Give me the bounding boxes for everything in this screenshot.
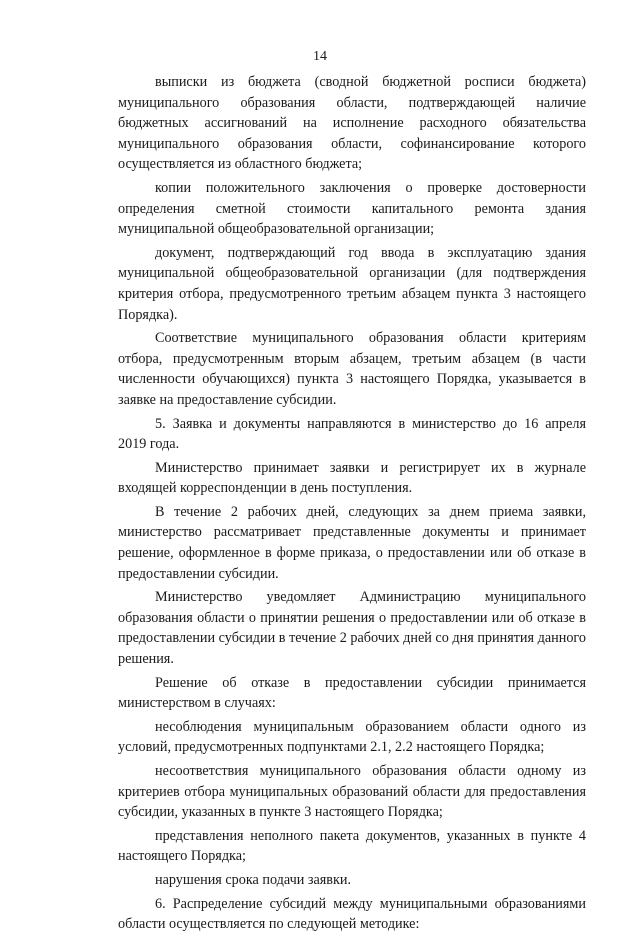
paragraph-distribution-method: 6. Распределение субсидий между муниципальными образованиями области осуществляется по следующей методике: [118, 895, 586, 933]
paragraph-commissioning-document: документ, подтверждающий год ввода в эксплуатацию здания муниципальной общеобразовательной организации (для подтверждения критерия отбора, предусмотренного третьим абзацем пункта 3 настоящего Порядка). [118, 244, 586, 323]
paragraph-refusal-intro: Решение об отказе в предоставлении субсидии принимается министерством в случаях: [118, 674, 586, 712]
paragraph-refusal-case-criteria: несоответствия муниципального образования области одному из критериев отбора муниципальных образований области для предоставления субсидии, указанных в пункте 3 настоящего Порядка; [118, 763, 586, 821]
paragraph-review-period: В течение 2 рабочих дней, следующих за днем приема заявки, министерство рассматривает представленные документы и принимает решение, оформленное в форме приказа, о предоставлении или об отказе в предоставлении субсидии. [118, 503, 586, 582]
paragraph-notification: Министерство уведомляет Администрацию муниципального образования области о принятии решения о предоставлении или об отказе в предоставлении субсидии в течение 2 рабочих дней со дня принятия данного решения. [118, 589, 586, 668]
paragraph-criteria-compliance: Соответствие муниципального образования области критериям отбора, предусмотренным вторым абзацем, третьим абзацем (в части численности обучающихся) пункта 3 настоящего Порядка, указывается в заявке на предоставление субсидии. [118, 330, 586, 408]
paragraph-application-deadline: 5. Заявка и документы направляются в министерство до 16 апреля 2019 года. [118, 415, 586, 453]
paragraph-refusal-case-conditions: несоблюдения муниципальным образованием области одного из условий, предусмотренных подпунктами 2.1, 2.2 настоящего Порядка; [118, 718, 586, 756]
paragraph-registration: Министерство принимает заявки и регистрирует их в журнале входящей корреспонденции в день поступления. [118, 459, 586, 497]
paragraph-positive-conclusion: копии положительного заключения о проверке достоверности определения сметной стоимости капитального ремонта здания муниципальной общеобразовательной организации; [118, 179, 586, 238]
paragraph-refusal-case-incomplete: представления неполного пакета документов, указанных в пункте 4 настоящего Порядка; [118, 827, 586, 865]
paragraph-budget-extract: выписки из бюджета (сводной бюджетной росписи бюджета) муниципального образования области, подтверждающей наличие бюджетных ассигнований на исполнение расходного обязательства муниципального образования области, софинансирование которого осуществляется из областного бюджета; [118, 74, 586, 173]
paragraph-refusal-case-deadline: нарушения срока подачи заявки. [155, 871, 352, 888]
document-body [118, 72, 586, 938]
page-number: 14 [313, 49, 327, 64]
